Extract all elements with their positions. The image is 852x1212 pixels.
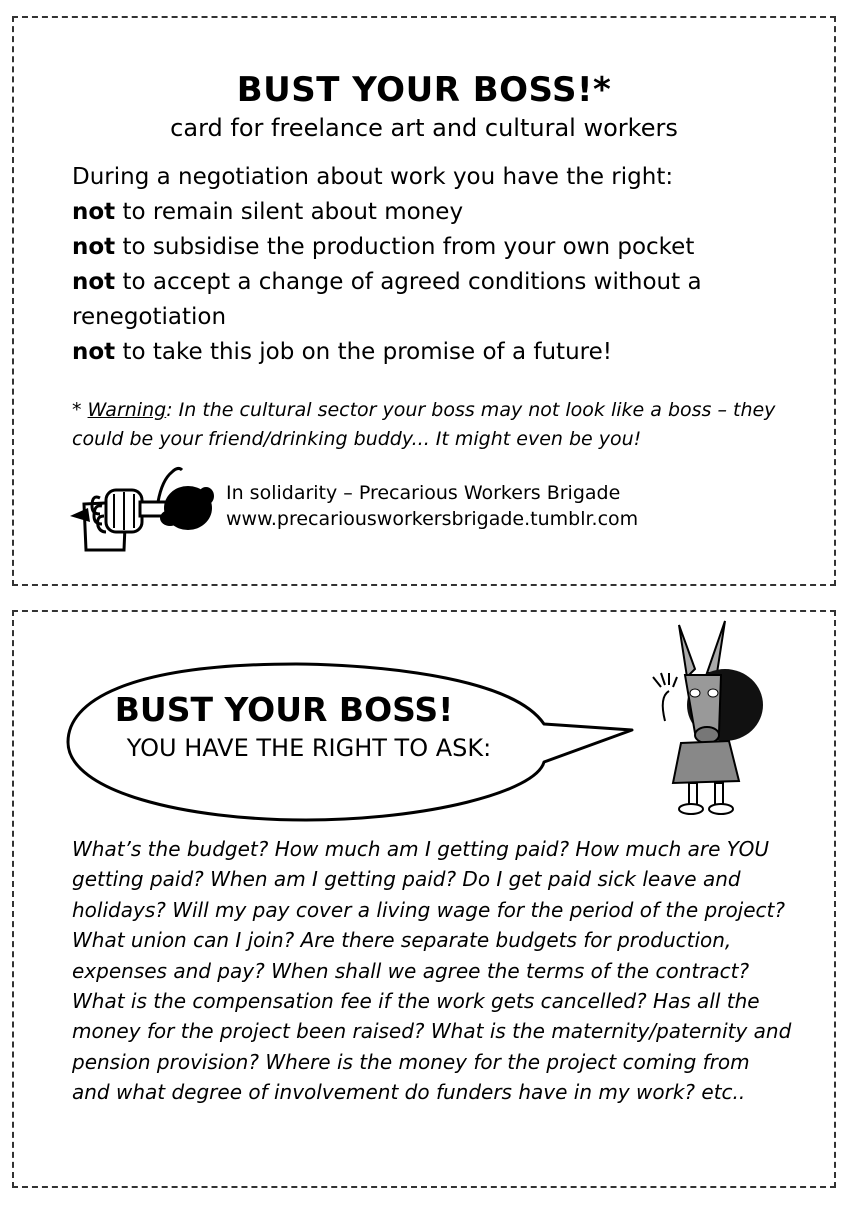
right-item bbox=[72, 265, 792, 335]
right-not: not bbox=[72, 199, 116, 225]
fist-icon bbox=[66, 458, 216, 558]
right-text: to subsidise the production from your own pocket bbox=[115, 234, 695, 260]
right-item bbox=[72, 230, 792, 265]
card-title: BUST YOUR BOSS!* bbox=[236, 70, 612, 110]
right-not: not bbox=[72, 339, 116, 365]
solidarity-text: In solidarity – Precarious Workers Brigade bbox=[226, 482, 621, 504]
right-not: not bbox=[72, 234, 116, 260]
warning-note bbox=[72, 396, 802, 454]
right-item bbox=[72, 195, 792, 230]
right-text: to remain silent about money bbox=[115, 199, 464, 225]
rights-list bbox=[72, 160, 792, 370]
right-item bbox=[72, 335, 792, 370]
rights-intro: During a negotiation about work you have the right: bbox=[72, 164, 674, 190]
card-subtitle: card for freelance art and cultural workers bbox=[170, 114, 678, 142]
card-bottom bbox=[12, 610, 836, 1188]
right-text: to accept a change of agreed conditions without a renegotiation bbox=[72, 269, 702, 330]
right-text: to take this job on the promise of a future! bbox=[115, 339, 612, 365]
card-top bbox=[12, 16, 836, 586]
donkey-icon bbox=[629, 617, 779, 817]
warning-label: Warning bbox=[87, 399, 167, 421]
questions-paragraph: What’s the budget? How much am I getting paid? How much are YOU getting paid? When am I getting paid? Do I get paid sick leave and holidays? Will my pay cover a living wage for the period of the project? What union can I join? Are there separate budgets for production, expenses and pay? When shall we agree the terms of the contract? What is the compensation fee if the work gets cancelled? Has all the money for the project been raised? What is the maternity/paternity and pension provision? Where is the money for the project coming from and what degree of involvement do funders have in my work? etc.. bbox=[72, 837, 792, 1105]
right-not: not bbox=[72, 269, 116, 295]
signature-block bbox=[226, 480, 638, 532]
bubble-subtitle: YOU HAVE THE RIGHT TO ASK: bbox=[126, 734, 492, 762]
warning-text: : In the cultural sector your boss may not look like a boss – they could be your friend/drinking buddy... It might even be you! bbox=[72, 399, 776, 450]
warning-prefix: * bbox=[72, 399, 88, 421]
website-link[interactable]: www.precariousworkersbrigade.tumblr.com bbox=[226, 508, 639, 530]
bubble-title: BUST YOUR BOSS! bbox=[114, 690, 454, 729]
